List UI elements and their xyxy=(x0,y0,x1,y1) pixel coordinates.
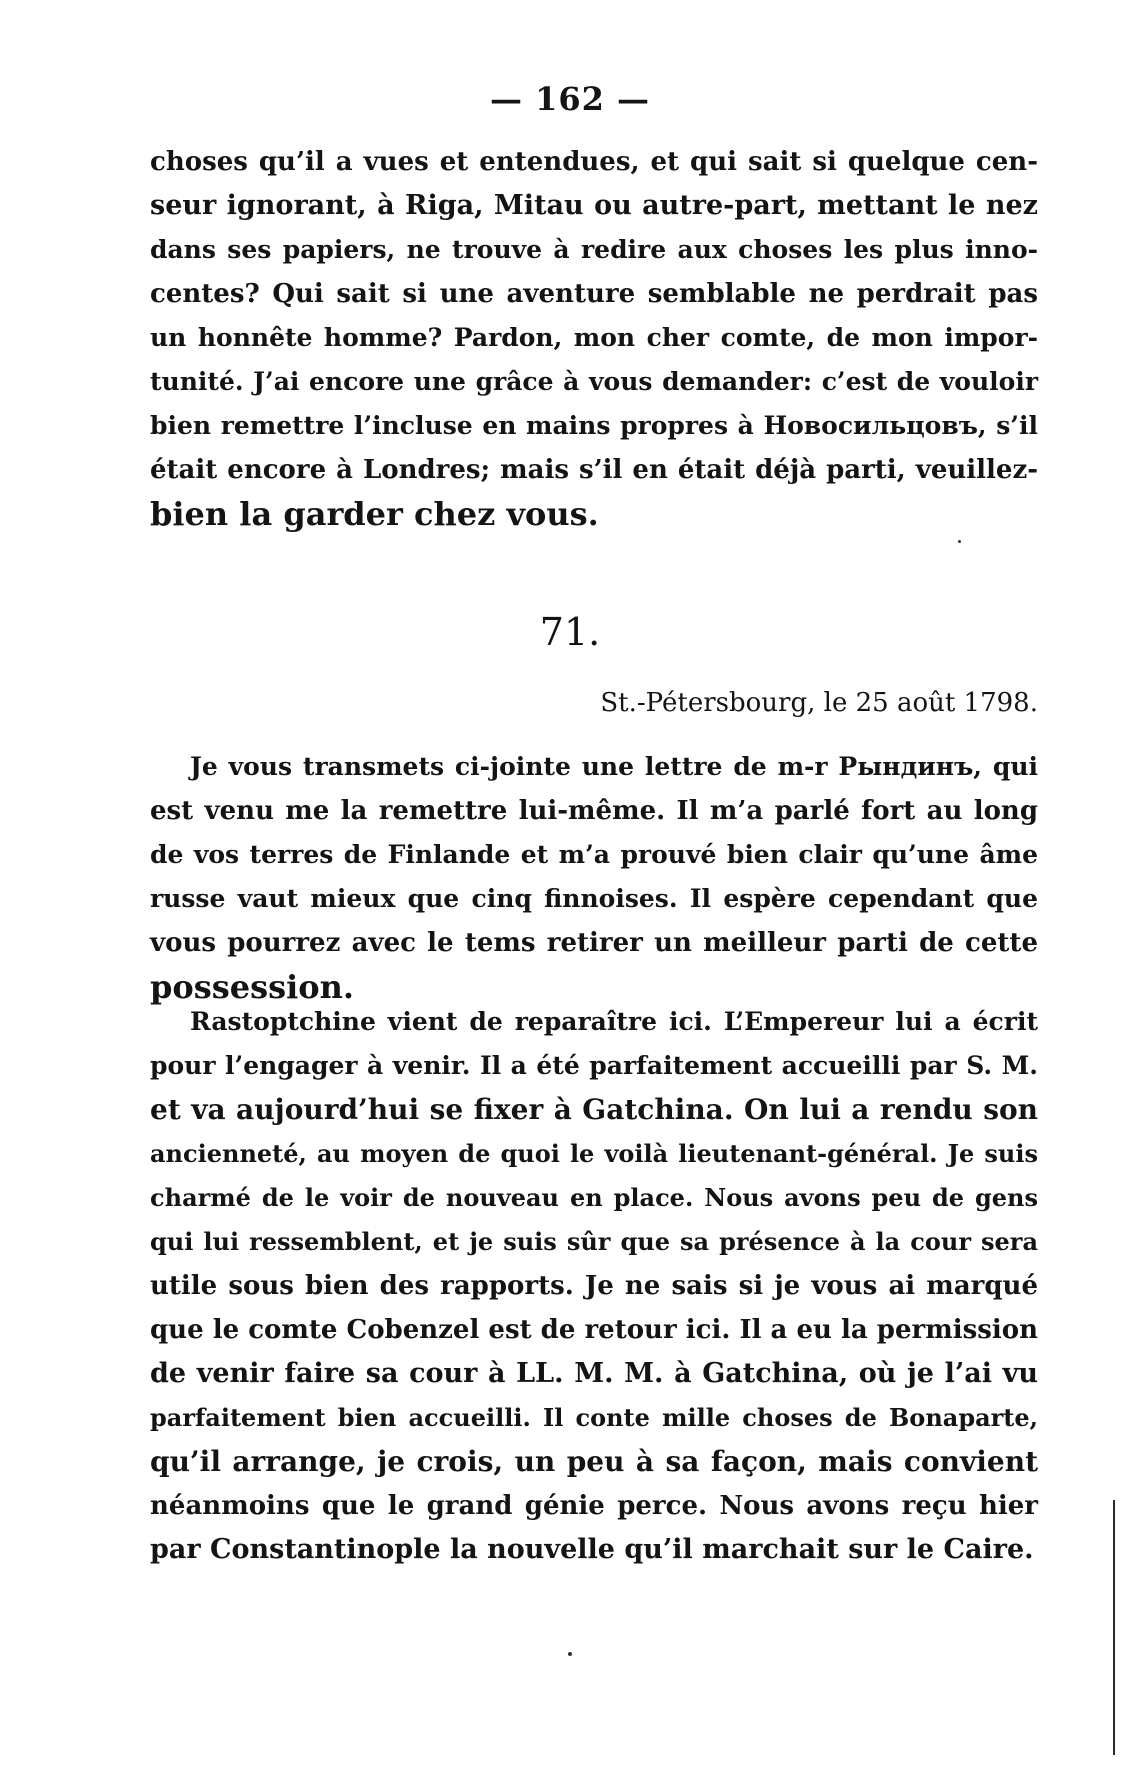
text-line: néanmoins que le grand génie perce. Nous avons reçu hier xyxy=(150,1491,1038,1521)
text-line: pour l’engager à venir. Il a été parfaitement accueilli par S. M. xyxy=(150,1051,1038,1080)
letter-number: 71. xyxy=(539,610,601,654)
scan-speck xyxy=(568,1652,572,1656)
text-line: tunité. J’ai encore une grâce à vous demander: c’est de vouloir xyxy=(150,367,1038,396)
scan-margin-rule xyxy=(1113,1500,1115,1755)
text-line: russe vaut mieux que cinq finnoises. Il espère cependant que xyxy=(150,884,1038,913)
text-line: seur ignorant, à Riga, Mitau ou autre-part, mettant le nez xyxy=(150,190,1038,221)
letter-paragraph-1 xyxy=(150,745,1038,1009)
text-line: ancienneté, au moyen de quoi le voilà lieutenant-général. Je suis xyxy=(150,1139,1038,1168)
text-line: utile sous bien des rapports. Je ne sais si je vous ai marqué xyxy=(150,1271,1038,1301)
text-line: par Constantinople la nouvelle qu’il marchait sur le Caire. xyxy=(150,1534,1034,1565)
text-line: bien la garder chez vous. xyxy=(150,495,599,533)
text-line: charmé de le voir de nouveau en place. Nous avons peu de gens xyxy=(150,1183,1038,1212)
letter-paragraph-2 xyxy=(150,1000,1038,1572)
text-line: possession. xyxy=(150,968,355,1006)
text-line: et va aujourd’hui se fixer à Gatchina. On lui a rendu son xyxy=(150,1093,1038,1126)
text-line: qui lui ressemblent, et je suis sûr que sa présence à la cour sera xyxy=(150,1227,1038,1256)
scan-speck xyxy=(958,540,961,543)
text-line: dans ses papiers, ne trouve à redire aux choses les plus inno- xyxy=(150,235,1038,264)
letter-dateline: St.-Pétersbourg, le 25 août 1798. xyxy=(600,688,1038,718)
text-line: était encore à Londres; mais s’il en était déjà parti, veuillez- xyxy=(150,455,1038,485)
text-line: est venu me la remettre lui-même. Il m’a parlé fort au long xyxy=(150,796,1038,826)
text-line: vous pourrez avec le tems retirer un meilleur parti de cette xyxy=(150,928,1038,958)
text-line: choses qu’il a vues et entendues, et qui sait si quelque cen- xyxy=(150,147,1038,177)
text-line: parfaitement bien accueilli. Il conte mille choses de Bonaparte, xyxy=(150,1403,1038,1432)
text-line: de vos terres de Finlande et m’a prouvé bien clair qu’une âme xyxy=(150,840,1038,869)
text-line: Je vous transmets ci-jointe une lettre de m-r Рындинъ, qui xyxy=(190,752,1038,781)
text-line: qu’il arrange, je crois, un peu à sa façon, mais convient xyxy=(150,1445,1038,1478)
page-number: — 162 — xyxy=(489,80,651,118)
text-line: que le comte Cobenzel est de retour ici. Il a eu la permission xyxy=(150,1315,1038,1345)
text-line: bien remettre l’incluse en mains propres à Новосильцовъ, s’il xyxy=(150,411,1038,440)
text-line: un honnête homme? Pardon, mon cher comte, de mon impor- xyxy=(150,323,1038,352)
text-line: de venir faire sa cour à LL. M. M. à Gatchina, où je l’ai vu xyxy=(150,1358,1038,1389)
continued-paragraph xyxy=(150,140,1038,536)
text-line: centes? Qui sait si une aventure semblable ne perdrait pas xyxy=(150,279,1038,309)
text-line: Rastoptchine vient de reparaître ici. L’Empereur lui a écrit xyxy=(190,1007,1038,1036)
